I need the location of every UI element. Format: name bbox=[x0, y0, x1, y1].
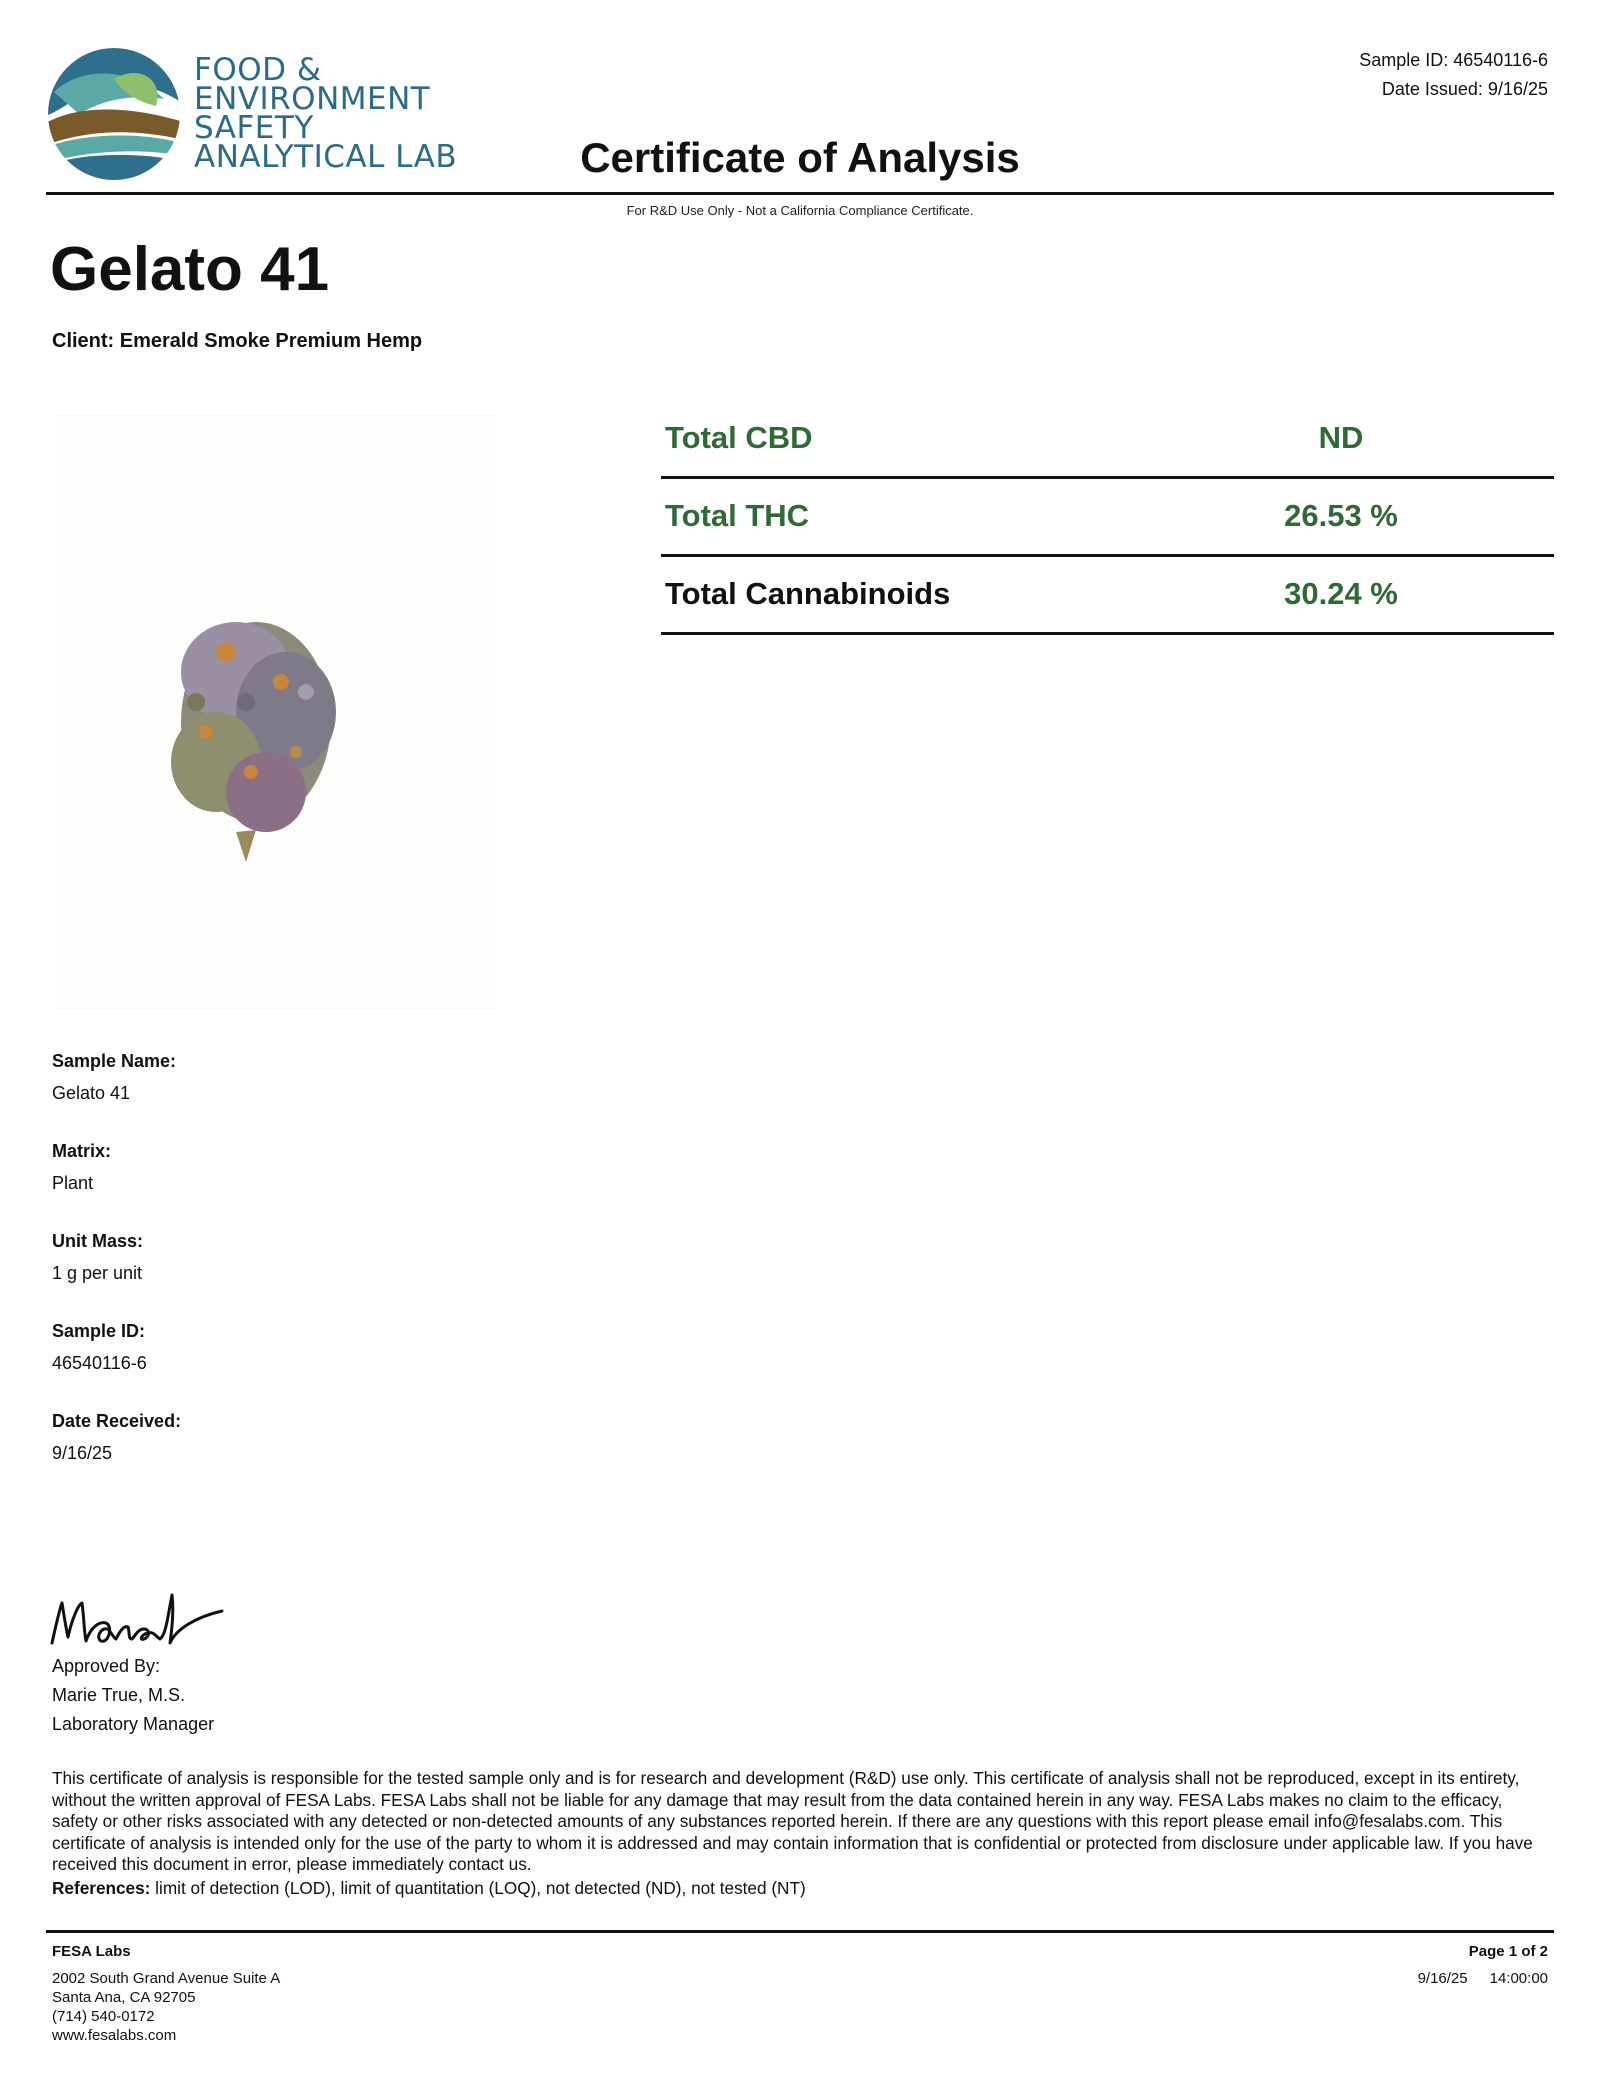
summary-row-total-cbd bbox=[661, 404, 1554, 479]
header-divider bbox=[46, 192, 1554, 195]
summary-value: 26.53 % bbox=[1284, 498, 1398, 533]
logo-line: ANALYTICAL LAB bbox=[194, 139, 458, 175]
detail-sample-name bbox=[52, 1050, 552, 1140]
approver-name: Marie True, M.S. bbox=[52, 1685, 186, 1705]
detail-date-received bbox=[52, 1410, 552, 1500]
product-name: Gelato 41 bbox=[50, 235, 330, 304]
detail-key: Sample Name: bbox=[52, 1051, 177, 1071]
footer-date: 9/16/25 bbox=[1417, 1970, 1468, 1987]
summary-label: Total CBD bbox=[665, 420, 813, 455]
references-label: References: bbox=[52, 1878, 151, 1898]
detail-matrix bbox=[52, 1140, 552, 1230]
summary-row-total-thc bbox=[661, 482, 1554, 557]
approval-block bbox=[52, 1652, 214, 1739]
summary-label: Total Cannabinoids bbox=[665, 576, 951, 611]
detail-key: Matrix: bbox=[52, 1141, 112, 1161]
detail-value: 1 g per unit bbox=[52, 1263, 143, 1283]
logo-line: ENVIRONMENT bbox=[194, 81, 431, 117]
footer-page-info bbox=[1396, 1942, 1548, 1988]
approved-by-label: Approved By: bbox=[52, 1656, 161, 1676]
detail-value: Plant bbox=[52, 1173, 94, 1193]
rnd-note: For R&D Use Only - Not a California Compliance Certificate. bbox=[626, 203, 974, 218]
detail-unit-mass bbox=[52, 1230, 552, 1320]
summary-value: 30.24 % bbox=[1284, 576, 1398, 611]
footer-address bbox=[52, 1942, 280, 2045]
address-line: 2002 South Grand Avenue Suite A bbox=[52, 1970, 281, 1987]
phone-line: (714) 540-0172 bbox=[52, 2008, 155, 2025]
approver-role: Laboratory Manager bbox=[52, 1714, 215, 1734]
disclaimer-text: This certificate of analysis is responsible for the tested sample only and is for research and development (R&D) use only. This certificate of analysis shall not be reproduced, except in its entirety, without the written approval of FESA Labs. FESA Labs shall not be liable for any damage that may result from the data contained herein in any way. FESA Labs makes no claim to the efficacy, safety or other risks associated with any detected or non-detected amounts of any substances reported herein. If there are any questions with this report please email info@fesalabs.com. This certificate of analysis is intended only for the use of the party to whom it is addressed and may contain information that is confidential or protected from disclosure under applicable law. If you have received this document in error, please immediately contact us. bbox=[52, 1768, 1533, 1874]
sample-id-header: Sample ID: 46540116-6 bbox=[1359, 50, 1548, 70]
potency-summary bbox=[661, 404, 1554, 638]
page-number: Page 1 of 2 bbox=[1468, 1943, 1548, 1960]
summary-row-total-cannabinoids bbox=[661, 560, 1554, 635]
approver-signature bbox=[46, 1585, 246, 1655]
references-line bbox=[52, 1878, 1552, 1899]
references-text: limit of detection (LOD), limit of quantitation (LOQ), not detected (ND), not tested (NT) bbox=[150, 1878, 806, 1898]
client-line: Client: Emerald Smoke Premium Hemp bbox=[52, 330, 423, 352]
address-line: Santa Ana, CA 92705 bbox=[52, 1989, 196, 2006]
footer-time: 14:00:00 bbox=[1489, 1970, 1548, 1987]
cannabis-bud-image bbox=[56, 412, 496, 1012]
detail-key: Sample ID: bbox=[52, 1321, 146, 1341]
document-title: Certificate of Analysis bbox=[580, 134, 1020, 181]
detail-key: Unit Mass: bbox=[52, 1231, 144, 1251]
sample-details bbox=[52, 1050, 552, 1500]
sample-photo bbox=[56, 412, 496, 1012]
detail-value: Gelato 41 bbox=[52, 1083, 131, 1103]
detail-value: 9/16/25 bbox=[52, 1443, 113, 1463]
footer-datetime bbox=[1396, 1969, 1548, 1988]
sample-meta bbox=[1359, 46, 1548, 104]
footer-company: FESA Labs bbox=[52, 1943, 131, 1960]
date-issued: Date Issued: 9/16/25 bbox=[1381, 79, 1548, 99]
summary-value: ND bbox=[1318, 420, 1364, 455]
logo-line: SAFETY bbox=[194, 110, 314, 146]
footer-divider bbox=[46, 1930, 1554, 1933]
detail-sample-id bbox=[52, 1320, 552, 1410]
detail-value: 46540116-6 bbox=[52, 1353, 147, 1373]
summary-label: Total THC bbox=[665, 498, 810, 533]
logo-line: FOOD & bbox=[194, 52, 322, 88]
website-link[interactable]: www.fesalabs.com bbox=[52, 2027, 177, 2044]
detail-key: Date Received: bbox=[52, 1411, 182, 1431]
